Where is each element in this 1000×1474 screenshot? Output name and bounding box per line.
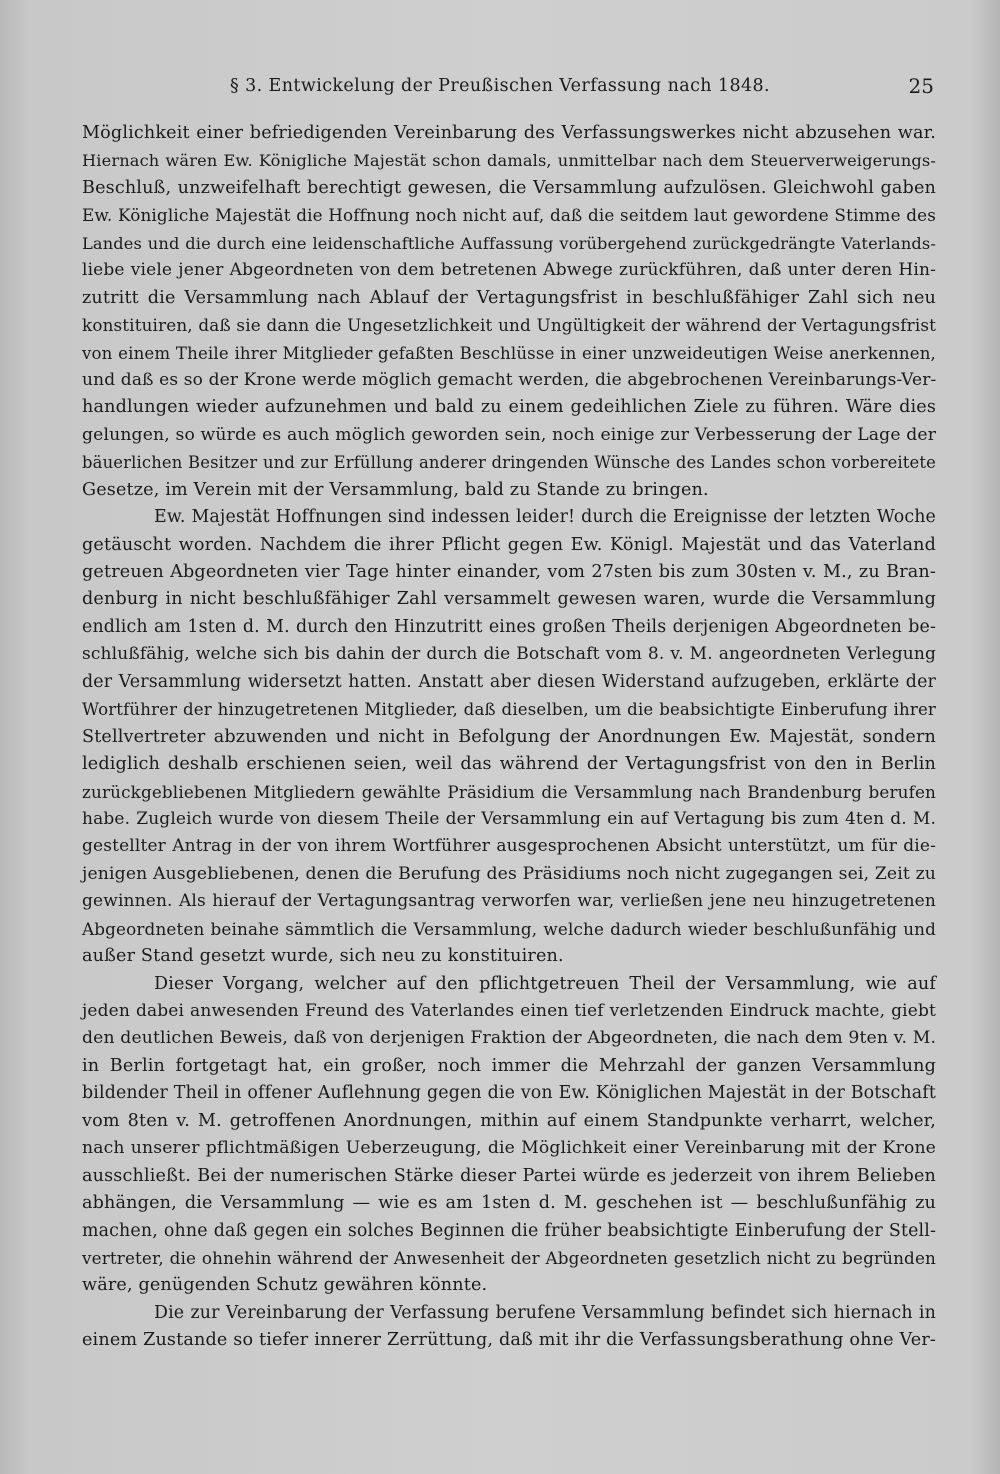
text-line: wäre, genügenden Schutz gewähren könnte. xyxy=(82,1275,488,1296)
text-line: gestellter Antrag in der von ihrem Wortführer ausgesprochenen Absicht unterstützt, um für die- xyxy=(82,836,936,857)
text-line: habe. Zugleich wurde von diesem Theile der Versammlung ein auf Vertagung bis zum 4ten d. M. xyxy=(82,808,936,829)
text-line: jenigen Ausgebliebenen, denen die Berufung des Präsidiums noch nicht zugegangen sei, Zeit zu xyxy=(82,863,936,884)
text-line: Stellvertreter abzuwenden und nicht in Befolgung der Anordnungen Ew. Majestät, sondern xyxy=(82,726,936,747)
page-number: 25 xyxy=(908,74,934,98)
text-line: bildender Theil in offener Auflehnung gegen die von Ew. Königlichen Majestät in der Botschaft xyxy=(82,1083,936,1104)
text-line: außer Stand gesetzt wurde, sich neu zu konstituiren. xyxy=(82,946,564,967)
text-line: Möglichkeit einer befriedigenden Vereinbarung des Verfassungswerkes nicht abzusehen war. xyxy=(82,123,936,143)
text-line: jeden dabei anwesenden Freund des Vaterlandes einen tief verletzenden Eindruck machte, giebt xyxy=(82,1001,936,1021)
text-line: getreuen Abgeordneten vier Tage hinter einander, vom 27sten bis zum 30sten v. M., zu Bran- xyxy=(82,562,936,582)
text-line: bäuerlichen Besitzer und zur Erfüllung anderer dringenden Wünsche des Landes schon vorbereitete xyxy=(82,453,936,473)
text-line: den deutlichen Beweis, daß von derjenigen Fraktion der Abgeordneten, die nach dem 9ten v. M. xyxy=(82,1028,937,1049)
text-line: schlußfähig, welche sich bis dahin der durch die Botschaft vom 8. v. M. angeordneten Verlegung xyxy=(82,644,936,665)
text-line: vertreter, die ohnehin während der Anwesenheit der Abgeordneten gesetzlich nicht zu begründen xyxy=(82,1247,936,1268)
text-line: Wortführer der hinzugetretenen Mitglieder, daß dieselben, um die beabsichtigte Einberufung ihrer xyxy=(82,700,936,720)
text-line: gelungen, so würde es auch möglich geworden sein, noch einige zur Verbesserung der Lage der xyxy=(82,424,937,445)
text-line: Ew. Majestät Hoffnungen sind indessen leider! durch die Ereignisse der letzten Woche xyxy=(154,507,936,528)
text-line: Hiernach wären Ew. Königliche Majestät schon damals, unmittelbar nach dem Steuerverweigerungs- xyxy=(82,151,936,171)
text-line: Abgeordneten beinahe sämmtlich die Versammlung, welche dadurch wieder beschlußunfähig und xyxy=(82,918,936,939)
text-line: vom 8ten v. M. getroffenen Anordnungen, mithin auf einem Standpunkte verharrt, welcher, xyxy=(82,1110,936,1131)
text-line: gewinnen. Als hierauf der Vertagungsantrag verworfen war, verließen jene neu hinzugetretenen xyxy=(82,891,936,912)
running-head: § 3. Entwickelung der Preußischen Verfassung nach 1848. xyxy=(229,76,771,96)
body-text xyxy=(82,120,936,1355)
text-line: Landes und die durch eine leidenschaftliche Auffassung vorübergehend zurückgedrängte Vaterlands- xyxy=(82,233,936,253)
text-line: konstituiren, daß sie dann die Ungesetzlichkeit und Ungültigkeit der während der Vertagungsfrist xyxy=(82,315,936,336)
text-line: ausschließt. Bei der numerischen Stärke dieser Partei würde es jederzeit von ihrem Belieben xyxy=(82,1165,936,1186)
text-line: Gesetze, im Verein mit der Versammlung, bald zu Stande zu bringen. xyxy=(82,479,709,500)
text-line: machen, ohne daß gegen ein solches Beginnen die früher beabsichtigte Einberufung der Stell- xyxy=(82,1220,936,1241)
page-header xyxy=(0,74,1000,104)
text-line: in Berlin fortgetagt hat, ein großer, noch immer die Mehrzahl der ganzen Versammlung xyxy=(82,1055,936,1076)
text-line: Beschluß, unzweifelhaft berechtigt gewesen, die Versammlung aufzulösen. Gleichwohl gaben xyxy=(82,177,936,198)
text-line: handlungen wieder aufzunehmen und bald zu einem gedeihlichen Ziele zu führen. Wäre dies xyxy=(82,397,936,418)
text-line: von einem Theile ihrer Mitglieder gefaßten Beschlüsse in einer unzweideutigen Weise anerkennen, xyxy=(82,343,936,363)
text-line: zutritt die Versammlung nach Ablauf der Vertagungsfrist in beschlußfähiger Zahl sich neu xyxy=(82,287,936,308)
text-line: denburg in nicht beschlußfähiger Zahl versammelt gewesen waren, wurde die Versammlung xyxy=(82,589,936,610)
text-line: abhängen, die Versammlung — wie es am 1sten d. M. geschehen ist — beschlußunfähig zu xyxy=(82,1193,936,1214)
text-line: zurückgebliebenen Mitgliedern gewählte Präsidium die Versammlung nach Brandenburg berufen xyxy=(82,781,936,802)
text-line: der Versammlung widersetzt hatten. Anstatt aber diesen Widerstand aufzugeben, erklärte der xyxy=(82,671,936,692)
text-line: Dieser Vorgang, welcher auf den pflichtgetreuen Theil der Versammlung, wie auf xyxy=(154,973,936,994)
text-line: einem Zustande so tiefer innerer Zerrüttung, daß mit ihr die Verfassungsberathung ohne Ver- xyxy=(82,1330,936,1351)
text-line: liebe viele jener Abgeordneten von dem betretenen Abwege zurückführen, daß unter deren Hin- xyxy=(82,260,936,281)
text-line: Ew. Königliche Majestät die Hoffnung noch nicht auf, daß die seitdem laut gewordene Stimme des xyxy=(82,205,936,226)
text-line: endlich am 1sten d. M. durch den Hinzutritt eines großen Theils derjenigen Abgeordneten be- xyxy=(82,616,936,637)
text-line: nach unserer pflichtmäßigen Ueberzeugung, die Möglichkeit einer Vereinbarung mit der Krone xyxy=(82,1138,936,1159)
text-line: lediglich deshalb erschienen seien, weil das während der Vertagungsfrist von den in Berlin xyxy=(82,754,936,775)
text-line: und daß es so der Krone werde möglich gemacht werden, die abgebrochenen Vereinbarungs-Ver- xyxy=(82,369,937,390)
text-line: getäuscht worden. Nachdem die ihrer Pflicht gegen Ew. Königl. Majestät und das Vaterland xyxy=(82,534,936,555)
text-line: Die zur Vereinbarung der Verfassung berufene Versammlung befindet sich hiernach in xyxy=(154,1302,936,1323)
